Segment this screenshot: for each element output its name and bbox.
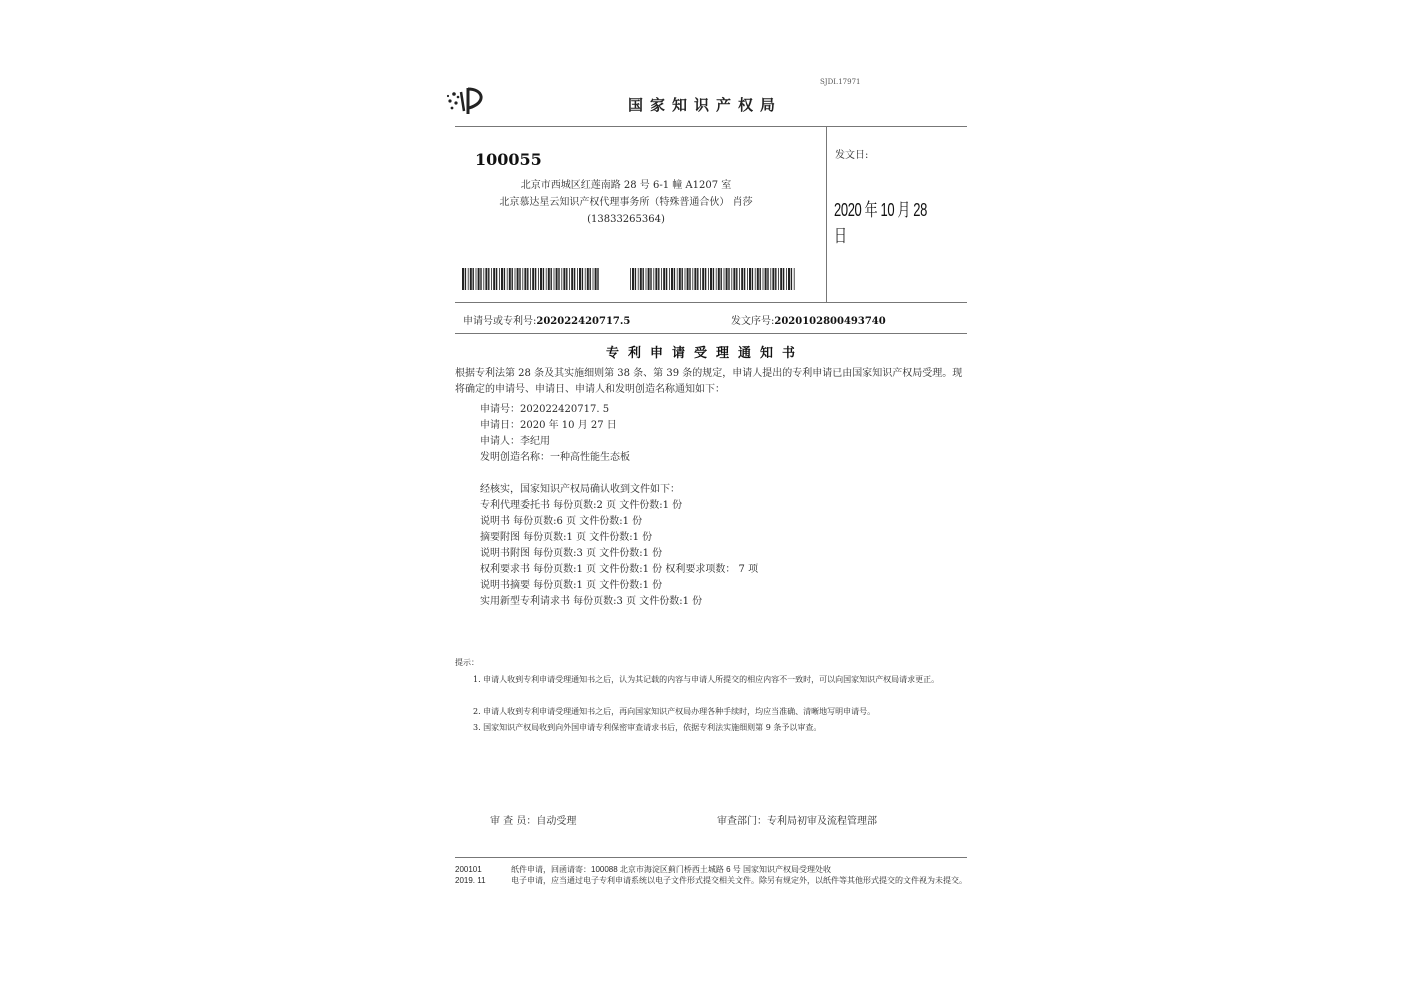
document-item: 说明书摘要 每份页数:1 页 文件份数:1 份	[480, 580, 663, 591]
footer-electronic-filing: 电子申请，应当通过电子专利申请系统以电子文件形式提交相关文件。除另有规定外，以纸件等其他形式提交的文件视为未提交。	[511, 876, 967, 885]
footer-rule	[455, 857, 967, 858]
verified-heading: 经核实，国家知识产权局确认收到文件如下：	[480, 484, 680, 495]
document-item: 实用新型专利请求书 每份页数:3 页 文件份数:1 份	[480, 596, 703, 607]
recipient-address: 北京市西城区红莲南路 28 号 6-1 幢 A1207 室	[520, 180, 732, 191]
detail-invention-title: 发明创造名称：一种高性能生态板	[480, 452, 630, 463]
footer-form-code: 200101	[455, 865, 482, 874]
info-rule-top	[455, 302, 967, 303]
column-divider	[826, 126, 827, 302]
serial-number	[731, 312, 886, 327]
footer-form-date: 2019. 11	[455, 876, 486, 885]
notice-page	[440, 70, 970, 910]
office-name: 国家知识产权局	[627, 96, 782, 114]
document-item: 专利代理委托书 每份页数:2 页 文件份数:1 份	[480, 500, 683, 511]
hint-item: 3. 国家知识产权局收到向外国申请专利保密审查请求书后，依据专利法实施细则第 9 条予以审查。	[473, 723, 822, 732]
document-item: 权利要求书 每份页数:1 页 文件份数:1 份 权利要求项数： 7 项	[480, 564, 759, 575]
footer-paper-filing: 纸件申请，回函请寄：100088 北京市海淀区蓟门桥西土城路 6 号 国家知识产权局受理处收	[511, 865, 832, 874]
detail-filing-date: 申请日：2020 年 10 月 27 日	[480, 420, 617, 431]
application-number	[463, 312, 630, 327]
serial-number-value: 2020102800493740	[774, 316, 886, 327]
hint-item: 1. 申请人收到专利申请受理通知书之后，认为其记载的内容与申请人所提交的相应内容不一致时，可以向国家知识产权局请求更正。	[473, 675, 940, 684]
application-number-value: 202022420717.5	[536, 316, 631, 327]
info-rule-bottom	[455, 333, 967, 334]
document-item: 说明书附图 每份页数:3 页 文件份数:1 份	[480, 548, 663, 559]
hint-item: 2. 申请人收到专利申请受理通知书之后，再向国家知识产权局办理各种手续时，均应当准确、清晰地写明申请号。	[473, 707, 876, 716]
recipient-agency: 北京慕达星云知识产权代理事务所（特殊普通合伙） 肖莎	[499, 197, 753, 208]
application-number-label: 申请号或专利号:	[463, 316, 537, 327]
notice-title: 专利申请受理通知书	[605, 346, 804, 361]
intro-paragraph: 根据专利法第 28 条及其实施细则第 38 条、第 39 条的规定，申请人提出的专利申请已由国家知识产权局受理。现将确定的申请号、申请日、申请人和发明创造名称通知如下：	[455, 368, 963, 395]
document-item: 说明书 每份页数:6 页 文件份数:1 份	[480, 516, 643, 527]
top-rule	[455, 126, 967, 127]
postcode: 100055	[475, 150, 542, 169]
examiner: 审 查 员：自动受理	[490, 816, 577, 827]
barcode-left	[462, 268, 600, 290]
examining-department: 审查部门：专利局初审及流程管理部	[717, 816, 877, 827]
issue-date: 2020 年 10 月 28 日	[834, 200, 927, 246]
issue-date-label: 发文日:	[835, 150, 869, 161]
detail-application-no: 申请号：202022420717. 5	[480, 404, 610, 415]
hints-heading: 提示：	[455, 658, 479, 667]
document-item: 摘要附图 每份页数:1 页 文件份数:1 份	[480, 532, 653, 543]
barcode-right	[630, 268, 795, 290]
detail-applicant: 申请人：李纪用	[480, 436, 550, 447]
recipient-phone: (13833265364)	[587, 214, 665, 225]
serial-number-label: 发文序号:	[731, 316, 775, 327]
document-code: SJDI.17971	[820, 78, 861, 86]
